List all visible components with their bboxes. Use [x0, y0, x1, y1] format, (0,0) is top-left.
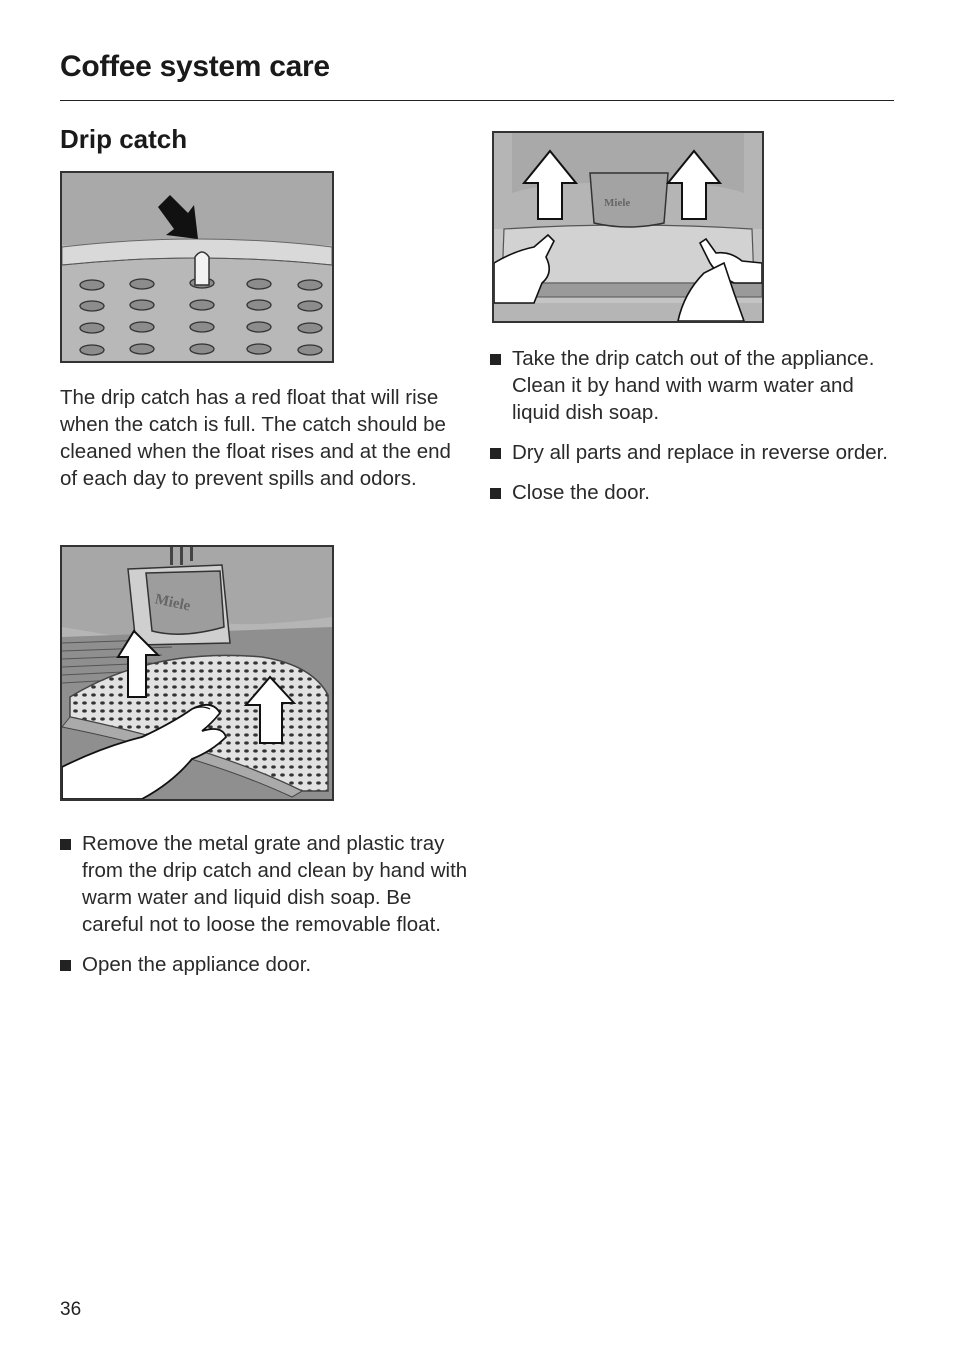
- fig3-brand-logo: Miele: [604, 197, 631, 209]
- steps-list-left: [60, 830, 470, 991]
- bullet-square-icon: [490, 354, 501, 365]
- step-item: [490, 439, 890, 466]
- intro-paragraph: The drip catch has a red float that will rise when the catch is full. The catch should be cleaned when the float rises and at the end of each day to prevent spills and odors.: [60, 386, 451, 490]
- bullet-square-icon: [60, 960, 71, 971]
- fig2-brand-logo: Miele: [153, 591, 192, 615]
- bullet-square-icon: [490, 448, 501, 459]
- remove-grate-illustration: [60, 545, 334, 801]
- bullet-square-icon: [490, 488, 501, 499]
- section-heading: Drip catch: [60, 124, 188, 154]
- float-illustration: [60, 171, 334, 363]
- remove-drip-catch-illustration: [492, 131, 764, 323]
- step-item: [490, 345, 890, 426]
- bullet-square-icon: [60, 839, 71, 850]
- page-title: Coffee system care: [60, 50, 330, 83]
- title-divider: [60, 100, 894, 101]
- steps-list-right: [490, 345, 890, 519]
- step-text: Take the drip catch out of the appliance. Clean it by hand with warm water and liquid dish soap.: [512, 347, 875, 424]
- step-text: Open the appliance door.: [82, 953, 312, 976]
- step-text: Close the door.: [512, 481, 650, 504]
- step-item: [490, 479, 890, 506]
- step-text: Remove the metal grate and plastic tray from the drip catch and clean by hand with warm water and liquid dish soap. Be careful not to loose the removable float.: [82, 832, 468, 936]
- step-item: [60, 951, 470, 978]
- page-number: 36: [60, 1299, 82, 1320]
- step-text: Dry all parts and replace in reverse order.: [512, 441, 889, 464]
- step-item: [60, 830, 470, 938]
